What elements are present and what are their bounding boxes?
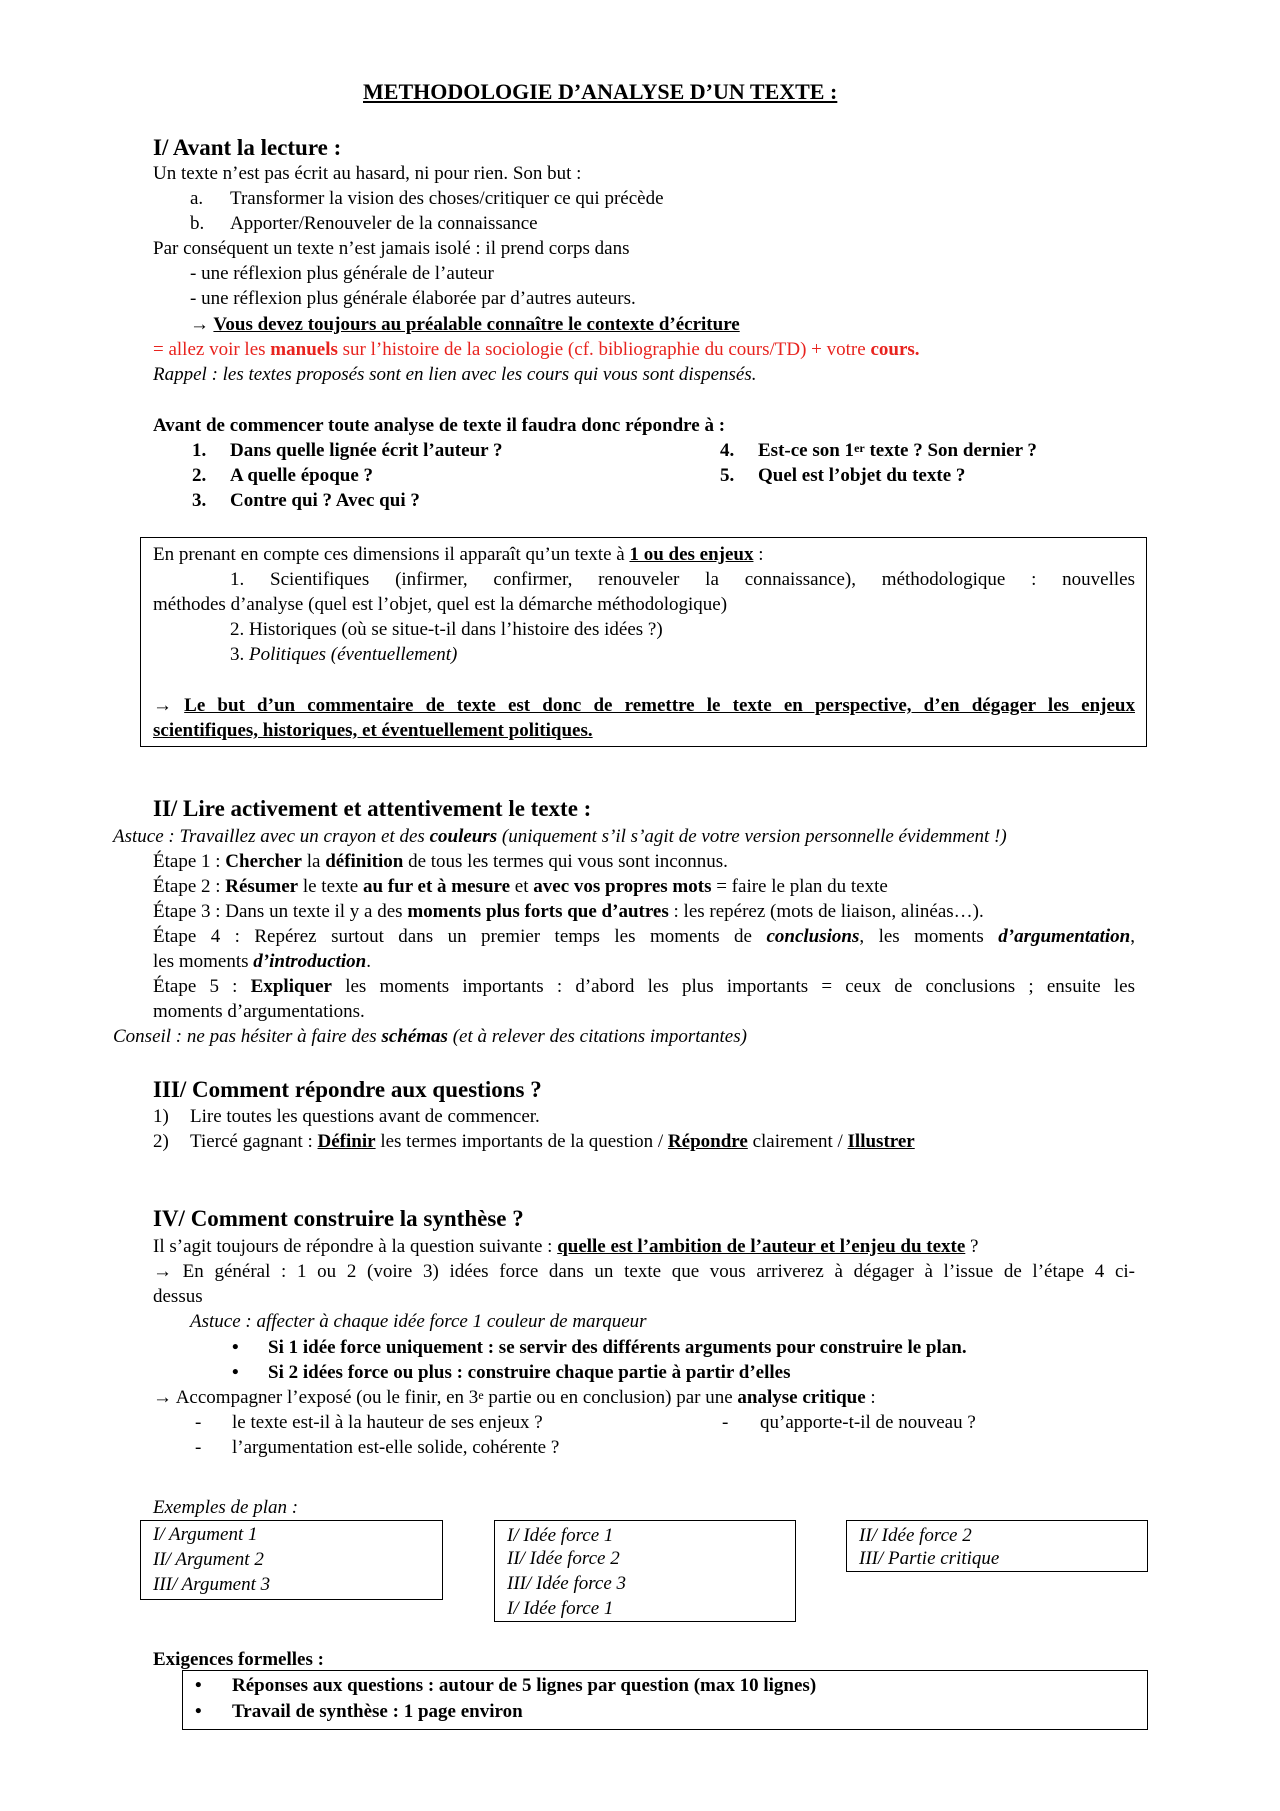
s4-bullet-2: Si 2 idées force ou plus : construire chaque partie à partir d’elles bbox=[268, 1362, 791, 1383]
astuce-text: (uniquement s’il s’agit de votre version personnelle évidemment !) bbox=[497, 826, 1007, 847]
etape-2 bbox=[153, 875, 888, 899]
enjeux-item-2: 2. Historiques (où se situe-t-il dans l’histoire des idées ?) bbox=[230, 619, 663, 640]
s4-general-cont: dessus bbox=[153, 1286, 203, 1307]
etape-text: Étape 2 : bbox=[153, 876, 226, 897]
s4-exemples: Exemples de plan : bbox=[153, 1497, 299, 1518]
bullet-icon: • bbox=[232, 1362, 239, 1383]
s4-text: partie ou en conclusion) par une bbox=[483, 1387, 738, 1408]
section-2-heading: II/ Lire activement et attentivement le texte : bbox=[153, 796, 592, 821]
etape-text: , les moments bbox=[859, 926, 999, 947]
enjeux-item-3 bbox=[230, 643, 457, 667]
exigences-title: Exigences formelles : bbox=[153, 1649, 324, 1670]
s1-context-line bbox=[190, 313, 740, 337]
section-3-heading: III/ Comment répondre aux questions ? bbox=[153, 1077, 542, 1102]
s4-critique-3: l’argumentation est-elle solide, cohérente ? bbox=[232, 1437, 560, 1458]
etape-bold-italic: conclusions bbox=[766, 926, 860, 947]
s1-rappel: Rappel : les textes proposés sont en lien avec les cours qui vous sont dispensés. bbox=[153, 364, 757, 385]
bullet-icon: • bbox=[232, 1337, 239, 1358]
dash-marker: - bbox=[195, 1412, 202, 1433]
question-number: 1. bbox=[192, 440, 207, 461]
enjeux-text: En prenant en compte ces dimensions il apparaît qu’un texte à bbox=[153, 544, 630, 565]
question-2: A quelle époque ? bbox=[230, 465, 374, 486]
s4-question bbox=[153, 1235, 978, 1259]
question-4 bbox=[758, 439, 1037, 463]
etape-text: le texte bbox=[298, 876, 363, 897]
etape-text: Étape 1 : bbox=[153, 851, 226, 872]
s4-sup: e bbox=[478, 1388, 484, 1402]
conseil-bold: schémas bbox=[381, 1026, 448, 1047]
item-text: les termes importants de la question / bbox=[375, 1131, 668, 1152]
conseil-text: Conseil : ne pas hésiter à faire des bbox=[113, 1026, 382, 1047]
item-bold: Illustrer bbox=[847, 1131, 915, 1152]
plan-3-line: II/ Idée force 2 bbox=[859, 1525, 972, 1546]
s4-bold: analyse critique bbox=[737, 1387, 866, 1408]
etape-bold: au fur et à mesure bbox=[362, 876, 511, 897]
etape-text: la bbox=[301, 851, 326, 872]
plan-2-line: I/ Idée force 1 bbox=[507, 1525, 614, 1546]
q4-text: Est-ce son 1 bbox=[758, 440, 855, 461]
enjeux-conclusion-cont: scientifiques, historiques, et éventuellement politiques. bbox=[153, 720, 593, 741]
s4-bold: quelle est l’ambition de l’auteur et l’enjeu du texte bbox=[557, 1236, 966, 1257]
red-text: = allez voir les bbox=[153, 339, 271, 360]
etape-bold: avec vos propres mots bbox=[533, 876, 712, 897]
bullet-icon: • bbox=[195, 1701, 202, 1722]
s3-item-2 bbox=[190, 1130, 915, 1154]
list-number: 2) bbox=[153, 1131, 169, 1152]
plan-1-line: I/ Argument 1 bbox=[153, 1524, 258, 1545]
s4-general: → En général : 1 ou 2 (voire 3) idées force dans un texte que vous arriverez à dégager à l’issue de l’étape 4 ci- bbox=[153, 1261, 1135, 1282]
enjeux-intro bbox=[153, 543, 764, 567]
s1-item-a: Transformer la vision des choses/critiquer ce qui précède bbox=[230, 188, 664, 209]
etape-4-cont bbox=[153, 950, 371, 974]
plan-2-line: I/ Idée force 1 bbox=[507, 1598, 614, 1619]
conseil-text: (et à relever des citations importantes) bbox=[447, 1026, 747, 1047]
s1-avant: Avant de commencer toute analyse de texte il faudra donc répondre à : bbox=[153, 415, 726, 436]
bullet-icon: • bbox=[195, 1675, 202, 1696]
s4-text: → Accompagner l’exposé (ou le finir, en 3 bbox=[153, 1387, 479, 1408]
etape-4 bbox=[153, 925, 1135, 949]
s4-bullet-1: Si 1 idée force uniquement : se servir des différents arguments pour construire le plan. bbox=[268, 1337, 967, 1358]
s4-text: ? bbox=[965, 1236, 979, 1257]
etape-bold: Chercher bbox=[225, 851, 302, 872]
etape-text: Étape 5 : bbox=[153, 976, 251, 997]
etape-text: . bbox=[366, 951, 372, 972]
s2-conseil bbox=[113, 1025, 747, 1049]
etape-5-cont: moments d’argumentations. bbox=[153, 1001, 365, 1022]
etape-bold: moments plus forts que d’autres bbox=[407, 901, 669, 922]
q4-text: texte ? Son dernier ? bbox=[864, 440, 1037, 461]
etape-text: et bbox=[510, 876, 534, 897]
enjeux-text: : bbox=[753, 544, 764, 565]
etape-bold: Expliquer bbox=[250, 976, 332, 997]
s1-red-note bbox=[153, 338, 920, 362]
s2-astuce bbox=[113, 825, 1007, 849]
s1-context: Vous devez toujours au préalable connaître le contexte d’écriture bbox=[213, 314, 740, 335]
arrow-icon: → bbox=[190, 314, 209, 335]
s1-consequence: Par conséquent un texte n’est jamais isolé : il prend corps dans bbox=[153, 238, 630, 259]
s4-critique-2: qu’apporte-t-il de nouveau ? bbox=[760, 1412, 976, 1433]
s3-item-1: Lire toutes les questions avant de commencer. bbox=[190, 1106, 540, 1127]
s4-text: : bbox=[865, 1387, 876, 1408]
etape-text: Étape 3 : Dans un texte il y a des bbox=[153, 901, 408, 922]
red-bold: cours. bbox=[870, 339, 920, 360]
etape-text: les moments importants : d’abord les plus importants = ceux de conclusions ; ensuite les bbox=[331, 976, 1136, 997]
etape-text: : les repérez (mots de liaison, alinéas…). bbox=[668, 901, 984, 922]
exigence-1: Réponses aux questions : autour de 5 lignes par question (max 10 lignes) bbox=[232, 1675, 817, 1696]
etape-text: les moments bbox=[153, 951, 254, 972]
section-4-heading: IV/ Comment construire la synthèse ? bbox=[153, 1206, 524, 1231]
enjeux-politiques: Politiques (éventuellement) bbox=[249, 644, 458, 665]
question-1: Dans quelle lignée écrit l’auteur ? bbox=[230, 440, 503, 461]
enjeux-item-1-cont: méthodes d’analyse (quel est l’objet, quel est la démarche méthodologique) bbox=[153, 594, 728, 615]
enjeux-number: 3. bbox=[230, 644, 249, 665]
item-bold: Répondre bbox=[667, 1131, 748, 1152]
etape-bold: définition bbox=[325, 851, 404, 872]
plan-1-line: II/ Argument 2 bbox=[153, 1549, 264, 1570]
s1-intro: Un texte n’est pas écrit au hasard, ni pour rien. Son but : bbox=[153, 163, 582, 184]
question-3: Contre qui ? Avec qui ? bbox=[230, 490, 420, 511]
page-title: METHODOLOGIE D’ANALYSE D’UN TEXTE : bbox=[363, 79, 838, 104]
etape-bold: Résumer bbox=[225, 876, 299, 897]
enjeux-item-1: 1. Scientifiques (infirmer, confirmer, renouveler la connaissance), méthodologique : nouvelles bbox=[230, 569, 1135, 590]
question-number: 5. bbox=[720, 465, 735, 486]
etape-bold-italic: d’argumentation bbox=[998, 926, 1131, 947]
enjeux-highlight: 1 ou des enjeux bbox=[629, 544, 754, 565]
item-text: Tiercé gagnant : bbox=[190, 1131, 318, 1152]
enjeux-conclusion bbox=[153, 694, 1135, 718]
s1-dash-2: - une réflexion plus générale élaborée par d’autres auteurs. bbox=[190, 288, 636, 309]
etape-text: , bbox=[1130, 926, 1135, 947]
question-number: 3. bbox=[192, 490, 207, 511]
astuce-bold: couleurs bbox=[429, 826, 498, 847]
s1-dash-1: - une réflexion plus générale de l’auteur bbox=[190, 263, 494, 284]
etape-text: de tous les termes qui vous sont inconnus. bbox=[403, 851, 728, 872]
list-marker: b. bbox=[190, 213, 205, 234]
etape-3 bbox=[153, 900, 984, 924]
s4-critique-1: le texte est-il à la hauteur de ses enjeux ? bbox=[232, 1412, 543, 1433]
plan-2-line: II/ Idée force 2 bbox=[507, 1548, 620, 1569]
q4-sup: er bbox=[854, 441, 865, 455]
list-number: 1) bbox=[153, 1106, 169, 1127]
plan-3-line: III/ Partie critique bbox=[859, 1548, 1000, 1569]
list-marker: a. bbox=[190, 188, 204, 209]
plan-1-line: III/ Argument 3 bbox=[153, 1574, 271, 1595]
s4-astuce: Astuce : affecter à chaque idée force 1 couleur de marqueur bbox=[190, 1311, 647, 1332]
red-text: sur l’histoire de la sociologie (cf. bibliographie du cours/TD) + votre bbox=[337, 339, 871, 360]
arrow-icon: → bbox=[153, 695, 172, 716]
enjeux-conclusion-text: Le but d’un commentaire de texte est donc de remettre le texte en perspective, d’en dégager les enjeux bbox=[184, 695, 1136, 716]
s4-text: Il s’agit toujours de répondre à la question suivante : bbox=[153, 1236, 558, 1257]
dash-marker: - bbox=[722, 1412, 729, 1433]
exigence-2: Travail de synthèse : 1 page environ bbox=[232, 1701, 523, 1722]
etape-5 bbox=[153, 975, 1135, 999]
s1-item-b: Apporter/Renouveler de la connaissance bbox=[230, 213, 538, 234]
dash-marker: - bbox=[195, 1437, 202, 1458]
etape-1 bbox=[153, 850, 728, 874]
astuce-text: Astuce : Travaillez avec un crayon et des bbox=[113, 826, 430, 847]
etape-text: Étape 4 : Repérez surtout dans un premier temps les moments de bbox=[153, 926, 767, 947]
plan-2-line: III/ Idée force 3 bbox=[507, 1573, 627, 1594]
s4-accompagner bbox=[153, 1386, 876, 1410]
etape-bold-italic: d’introduction bbox=[253, 951, 367, 972]
section-1-heading: I/ Avant la lecture : bbox=[153, 135, 342, 160]
item-text: clairement / bbox=[747, 1131, 848, 1152]
item-bold: Définir bbox=[317, 1131, 376, 1152]
etape-text: = faire le plan du texte bbox=[711, 876, 888, 897]
question-5: Quel est l’objet du texte ? bbox=[758, 465, 966, 486]
question-number: 4. bbox=[720, 440, 735, 461]
red-bold: manuels bbox=[270, 339, 338, 360]
question-number: 2. bbox=[192, 465, 207, 486]
